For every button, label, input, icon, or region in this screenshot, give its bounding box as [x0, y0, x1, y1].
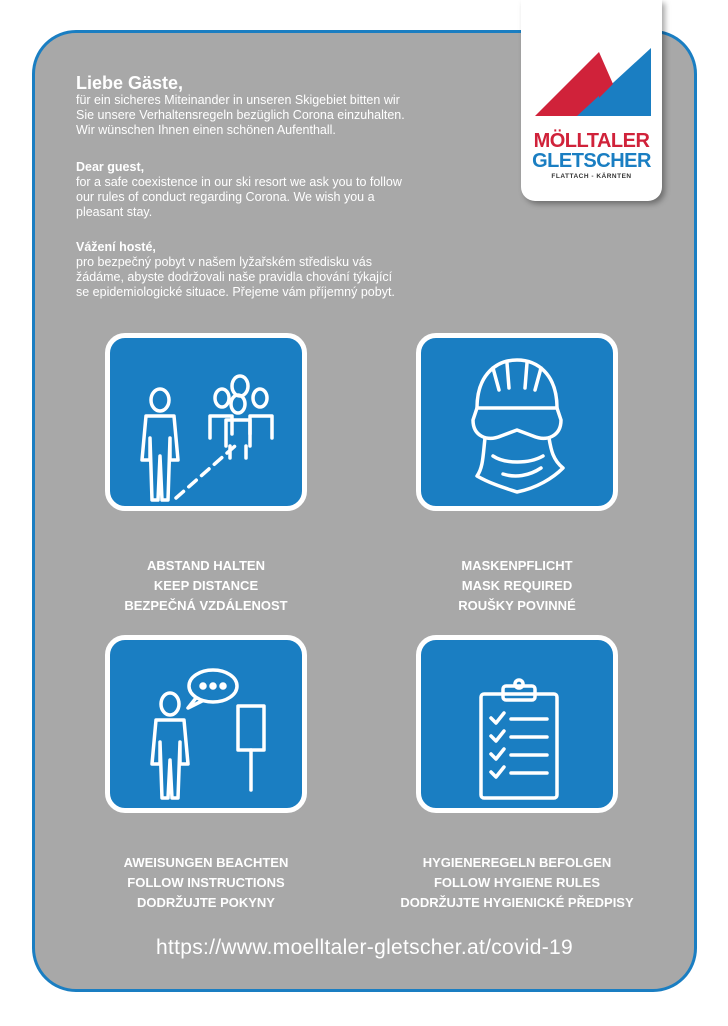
covid-info-link[interactable]: https://www.moelltaler-gletscher.at/covid-19 — [155, 936, 574, 959]
checklist-icon — [421, 640, 613, 808]
brand-line1: MÖLLTALER — [533, 130, 650, 152]
intro-english — [76, 160, 496, 220]
czech-title: Vážení hosté, — [76, 240, 156, 254]
instructions-icon — [110, 640, 302, 808]
caption-line: AWEISUNGEN BEACHTEN — [123, 855, 289, 870]
caption-line: MASK REQUIRED — [461, 578, 573, 593]
german-line: für ein sicheres Miteinander in unseren Skigebiet bitten wir — [76, 93, 400, 107]
brand-line2: GLETSCHER — [532, 150, 651, 172]
caption-line: HYGIENEREGELN BEFOLGEN — [422, 855, 612, 870]
checklist-caption — [377, 853, 657, 913]
caption-line: DODRŽUJTE HYGIENICKÉ PŘEDPISY — [400, 895, 634, 910]
caption-line: FOLLOW HYGIENE RULES — [433, 875, 601, 890]
caption-line: MASKENPFLICHT — [461, 558, 573, 573]
distance-icon — [110, 338, 302, 506]
german-title: Liebe Gäste, — [76, 73, 184, 93]
english-title: Dear guest, — [76, 160, 145, 174]
distance-tile — [105, 333, 307, 511]
mask-caption — [377, 556, 657, 616]
caption-line: BEZPEČNÁ VZDÁLENOST — [124, 598, 288, 613]
german-line: Sie unsere Verhaltensregeln bezüglich Corona einzuhalten. — [76, 108, 405, 122]
czech-line: se epidemiologické situace. Přejeme vám příjemný pobyt. — [76, 285, 395, 299]
instructions-caption — [66, 853, 346, 913]
mountain-logo-icon — [521, 0, 662, 140]
intro-german — [76, 73, 496, 138]
mask-icon — [421, 338, 613, 506]
instructions-tile — [105, 635, 307, 813]
czech-line: pro bezpečný pobyt v našem lyžařském středisku vás — [76, 255, 372, 269]
checklist-tile — [416, 635, 618, 813]
brand-logo — [521, 0, 662, 201]
english-line: our rules of conduct regarding Corona. We wish you a — [76, 190, 375, 204]
intro-czech — [76, 240, 496, 300]
english-line: for a safe coexistence in our ski resort we ask you to follow — [76, 175, 402, 189]
english-line: pleasant stay. — [76, 205, 153, 219]
distance-caption — [66, 556, 346, 616]
caption-line: ABSTAND HALTEN — [147, 558, 265, 573]
caption-line: ROUŠKY POVINNÉ — [458, 598, 576, 613]
caption-line: DODRŽUJTE POKYNY — [137, 895, 275, 910]
mask-tile — [416, 333, 618, 511]
caption-line: KEEP DISTANCE — [153, 578, 259, 593]
czech-line: žádáme, abyste dodržovali naše pravidla chování týkající — [76, 270, 393, 284]
german-line: Wir wünschen Ihnen einen schönen Aufenthall. — [76, 123, 336, 137]
brand-location: FLATTACH - KÄRNTEN — [551, 173, 632, 180]
caption-line: FOLLOW INSTRUCTIONS — [127, 875, 285, 890]
